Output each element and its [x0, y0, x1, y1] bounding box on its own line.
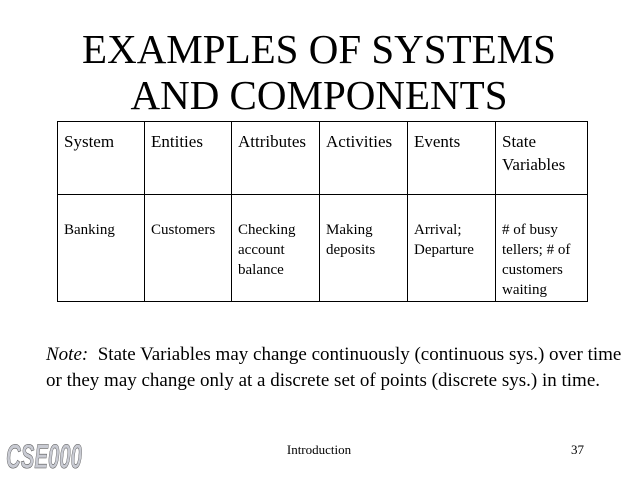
cell-state-variables: # of busy tellers; # of customers waiting	[496, 195, 588, 302]
page-number: 37	[571, 442, 584, 457]
note-text: State Variables may change continuously (continuous sys.) over time or they may change only at a discrete set of points (discrete sys.) in time.	[46, 344, 622, 391]
title-line-1: EXAMPLES OF SYSTEMS	[82, 26, 556, 72]
note-label: Note:	[46, 344, 89, 365]
cell-entities: Customers	[145, 195, 232, 302]
table-row	[58, 195, 588, 302]
header-state-variables: State Variables	[496, 122, 588, 195]
header-events: Events	[408, 122, 496, 195]
components-table	[57, 121, 588, 302]
cell-activities: Making deposits	[320, 195, 408, 302]
header-attributes: Attributes	[232, 122, 320, 195]
header-activities: Activities	[320, 122, 408, 195]
cell-system: Banking	[58, 195, 145, 302]
footer-title: Introduction	[286, 442, 352, 457]
logo-text: CSE000	[6, 438, 83, 476]
slide-title	[0, 26, 638, 118]
note-paragraph	[46, 342, 626, 394]
title-line-2: AND COMPONENTS	[130, 72, 508, 118]
cell-events: Arrival; Departure	[408, 195, 496, 302]
cell-attributes: Checking account balance	[232, 195, 320, 302]
header-entities: Entities	[145, 122, 232, 195]
header-system: System	[58, 122, 145, 195]
table-header-row	[58, 122, 588, 195]
